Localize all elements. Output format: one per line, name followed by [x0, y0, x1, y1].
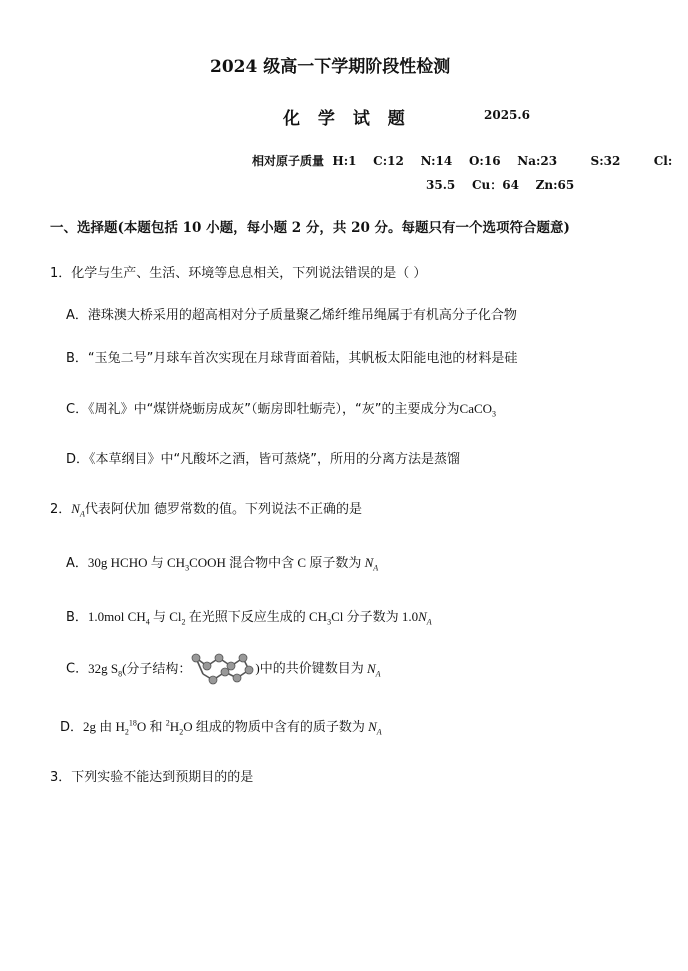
na-n: N — [367, 660, 376, 676]
q2-a-label: A． — [66, 556, 88, 571]
q2-option-a — [66, 552, 378, 573]
q2-c-main: 32g S — [88, 660, 119, 676]
q1-option-a: A．港珠澳大桥采用的超高相对分子质量聚乙烯纤维吊绳属于有机高分子化合物 — [66, 308, 517, 323]
q2-b-sub2: 2 — [181, 617, 186, 627]
q2-d-sub1: 2 — [124, 727, 129, 737]
q2-b-content — [87, 609, 432, 627]
caco3-sub: 3 — [492, 409, 497, 419]
na-n: N — [71, 501, 80, 516]
question-3-stem: 3．下列实验不能达到预期目的的是 — [50, 770, 254, 785]
q2-b-main: 1.0mol CH — [87, 609, 146, 624]
na-n: N — [364, 555, 374, 570]
q2-c-label: C． — [66, 661, 89, 677]
q2-b-mid1: 与 Cl — [149, 609, 182, 624]
na-sub: A — [375, 669, 381, 679]
s8-molecule-structure-icon — [191, 652, 255, 686]
na-sub: A — [426, 617, 432, 627]
q2-b-label: B． — [66, 610, 88, 625]
q1-option-d: D．《本草纲目》中“凡酸坏之酒，皆可蒸烧”，所用的分离方法是蒸馏 — [66, 452, 460, 467]
q1-option-c — [66, 398, 496, 419]
exam-date: 2025.6 — [484, 108, 530, 122]
q2-b-mid3: Cl 分子数为 1.0 — [331, 609, 419, 624]
na-n: N — [418, 609, 427, 624]
q2-d-sup1: 18 — [128, 718, 137, 728]
atomic-mass-line1: 相对原子质量 H:1 C:12 N:14 O:16 Na:23 S:32 Cl: — [252, 154, 673, 168]
q2-c-mid1: (分子结构： — [122, 660, 192, 676]
q2-option-d — [60, 716, 382, 737]
q2-a-mid: COOH 混合物中含 C 原子数为 — [189, 555, 365, 570]
q1-option-b: B．“玉兔二号”月球车首次实现在月球背面着陆，其帆板太阳能电池的材料是硅 — [66, 351, 518, 366]
q1-option-c-text: C．《周礼》中“煤饼烧蛎房成灰”（蛎房即牡蛎壳），“灰”的主要成分为 — [66, 402, 460, 417]
q2-c-sub1: 8 — [118, 669, 123, 679]
na-symbol — [418, 609, 432, 627]
caco3-main: CaCO — [459, 401, 493, 416]
na-sub: A — [79, 509, 85, 519]
na-symbol — [367, 660, 381, 679]
caco3-formula — [459, 401, 497, 419]
q2-number: 2． — [50, 502, 72, 517]
q2-c-content — [88, 660, 192, 679]
q2-d-main2: O 和 — [136, 719, 166, 734]
q2-d-sub2: 2 — [179, 727, 184, 737]
q2-d-main1: 2g 由 H — [83, 719, 125, 734]
na-n: N — [368, 719, 377, 734]
q2-a-sub1: 3 — [185, 563, 190, 573]
q2-c-tail — [255, 660, 381, 679]
na-symbol — [364, 555, 379, 573]
q2-option-c — [66, 652, 381, 686]
q2-a-main: 30g HCHO 与 CH — [87, 555, 186, 570]
section-heading: 一、选择题(本题包括 10 小题，每小题 2 分，共 20 分。每题只有一个选项符合题意) — [50, 220, 570, 236]
q2-d-main4: O 组成的物质中含有的质子数为 — [183, 719, 369, 734]
atomic-mass-line2: 35.5 Cu：64 Zn:65 — [426, 178, 575, 192]
paper-title: 2024 级高一下学期阶段性检测 — [210, 57, 451, 77]
q2-d-sup2: 2 — [165, 718, 170, 728]
q2-b-sub3: 3 — [327, 617, 332, 627]
q2-d-content — [83, 718, 382, 737]
question-1-stem: 1．化学与生产、生活、环境等息息相关，下列说法错误的是（ ） — [50, 266, 427, 281]
q2-stem-rest: 代表阿伏加 德罗常数的值。下列说法不正确的是 — [84, 502, 362, 517]
q2-c-mid2: )中的共价键数目为 — [255, 660, 367, 676]
q2-option-b — [66, 606, 432, 627]
q2-d-label: D． — [60, 720, 84, 735]
q2-b-mid2: 在光照下反应生成的 CH — [185, 609, 328, 624]
na-symbol — [71, 501, 85, 519]
question-2-stem — [50, 498, 362, 519]
subject-title: 化 学 试 题 — [283, 109, 411, 129]
na-sub: A — [376, 727, 382, 737]
q2-a-content — [87, 555, 379, 573]
na-symbol — [368, 719, 382, 737]
q2-b-sub1: 4 — [145, 617, 150, 627]
na-sub: A — [373, 563, 379, 573]
q2-d-main3: H — [169, 719, 180, 734]
